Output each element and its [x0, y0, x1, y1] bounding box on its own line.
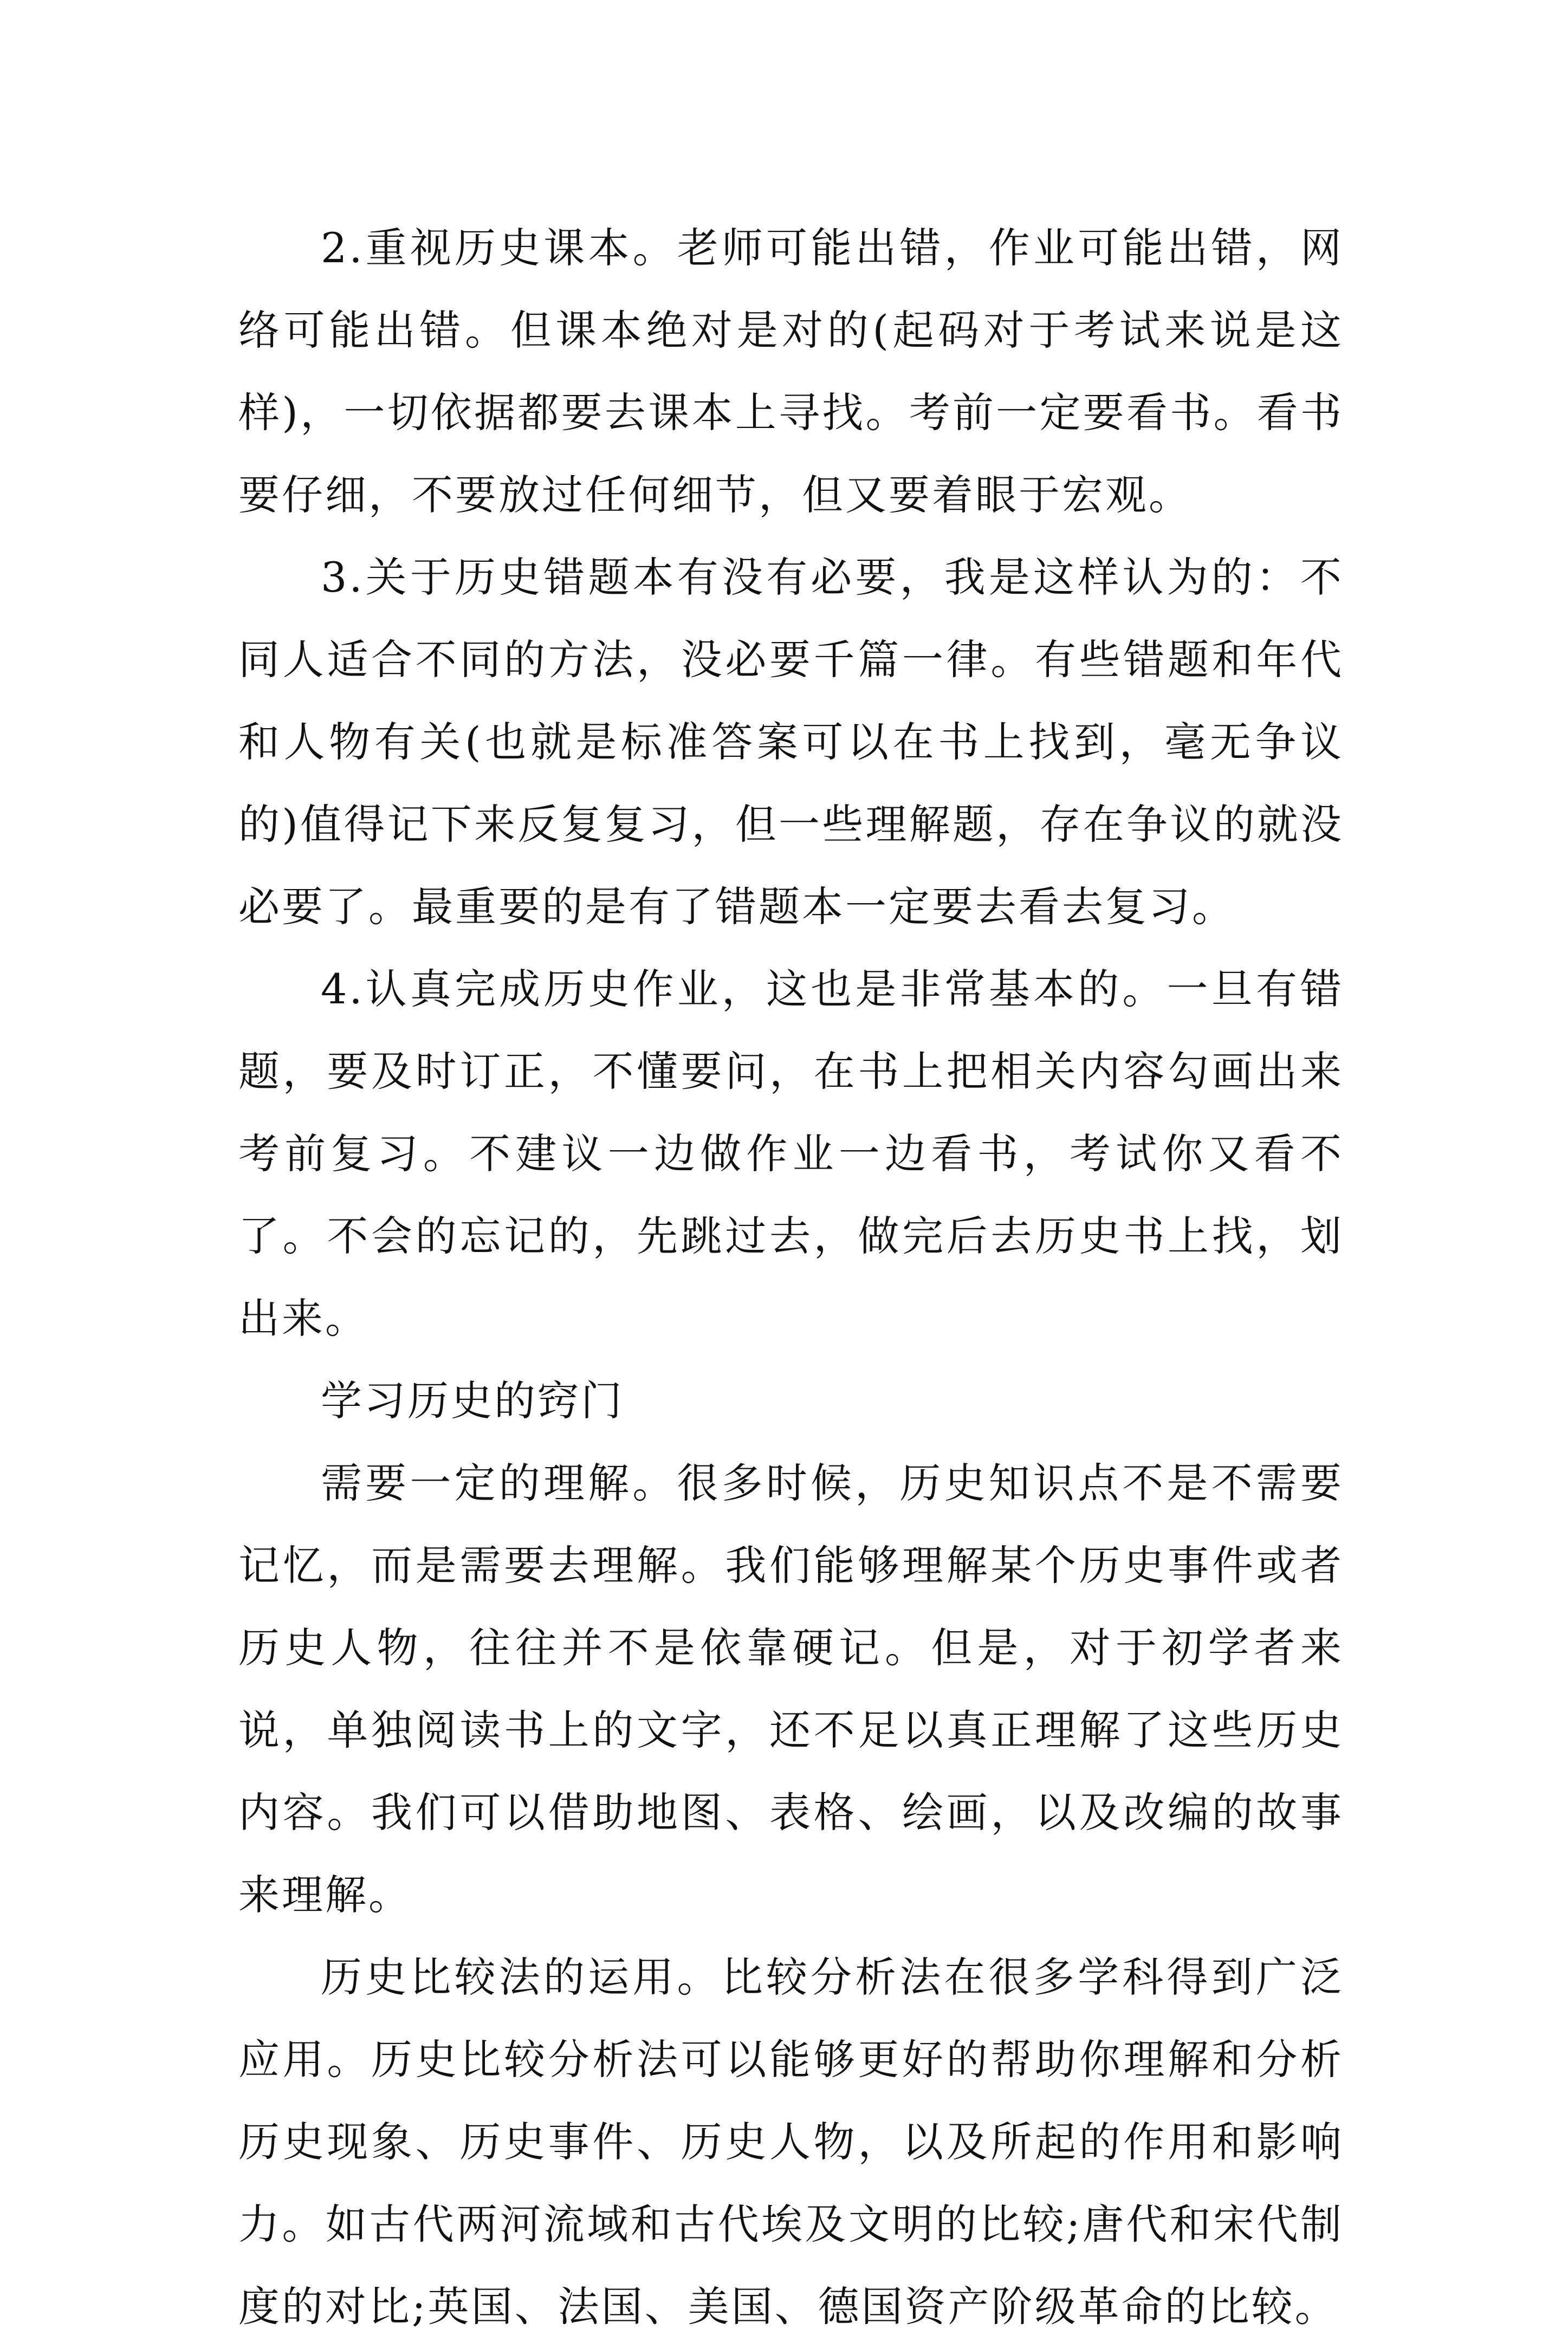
- paragraph-tip-3: 3.关于历史错题本有没有必要，我是这样认为的：不同人适合不同的方法，没必要千篇一律。有些错题和年代和人物有关(也就是标准答案可以在书上找到，毫无争议的)值得记下来反复复习，但一些理解题，存在争议的就没必要了。最重要的是有了错题本一定要去看去复习。: [238, 553, 1344, 931]
- section-heading: 学习历史的窍门: [321, 1377, 624, 1425]
- paragraph-tip-2: 2.重视历史课本。老师可能出错，作业可能出错，网络可能出错。但课本绝对是对的(起码对于考试来说是这样)，一切依据都要去课本上寻找。考前一定要看书。看书要仔细，不要放过任何细节，但又要着眼于宏观。: [238, 224, 1344, 519]
- document-body: [238, 207, 1344, 2348]
- paragraph-understanding: 需要一定的理解。很多时候，历史知识点不是不需要记忆，而是需要去理解。我们能够理解某个历史事件或者历史人物，往往并不是依靠硬记。但是，对于初学者来说，单独阅读书上的文字，还不足以真正理解了这些历史内容。我们可以借助地图、表格、绘画，以及改编的故事来理解。: [238, 1459, 1344, 1919]
- paragraph-comparison: 历史比较法的运用。比较分析法在很多学科得到广泛应用。历史比较分析法可以能够更好的帮助你理解和分析历史现象、历史事件、历史人物，以及所起的作用和影响力。如古代两河流域和古代埃及文明的比较;唐代和宋代制度的对比;英国、法国、美国、德国资产阶级革命的比较。: [238, 1953, 1344, 2331]
- paragraph-tip-4: 4.认真完成历史作业，这也是非常基本的。一旦有错题，要及时订正，不懂要问，在书上把相关内容勾画出来考前复习。不建议一边做作业一边看书，考试你又看不了。不会的忘记的，先跳过去，做完后去历史书上找，划出来。: [238, 965, 1344, 1342]
